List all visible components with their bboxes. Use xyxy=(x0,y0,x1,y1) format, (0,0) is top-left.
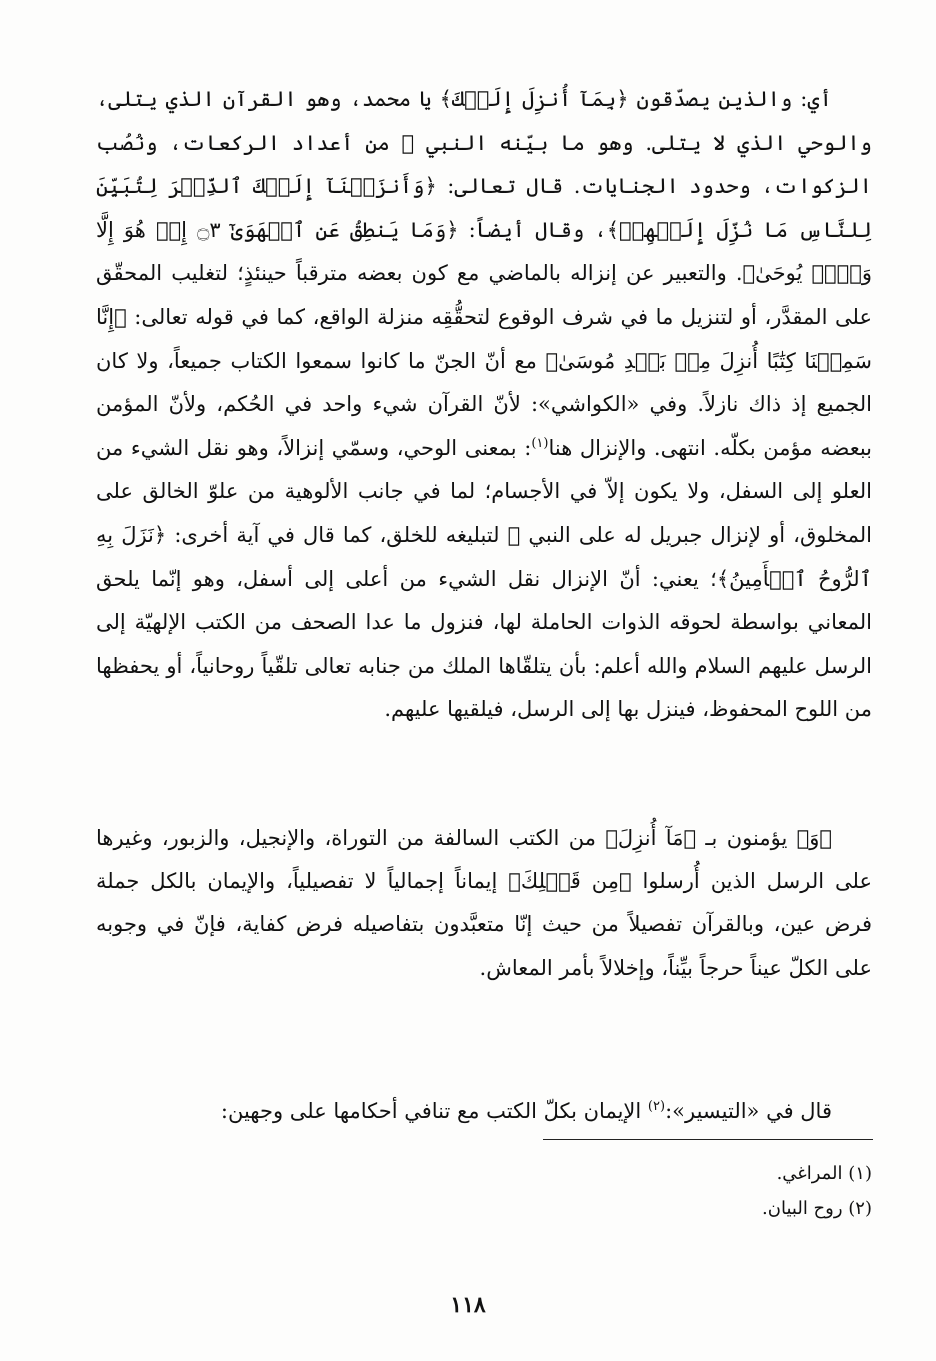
commentary-paragraph-2 xyxy=(96,817,872,990)
footnote-separator xyxy=(543,1139,873,1140)
paragraph-1-continuation: : بمعنى الوحي، وسمّي إنزالاً، وهو نقل الشيء من العلو إلى السفل، ولا يكون إلاّ في الأجسام؛ لما في جانب الألوهية من علوّ الخالق على المخلوق، أو لإنزال جبريل له على النبي ﷺ لتبليغه للخلق، كما قال في آية أخرى: ﴿نَزَلَ بِهِ ٱلرُّوحُ ٱلۡأَمِينُ﴾؛ يعني: أنّ الإنزال نقل الشيء من أعلى إلى أسفل، وهو إنّما يلحق المعاني بواسطة لحوقه الذوات الحاملة لها، فنزول ما عدا الصحف من الكتب الإلهيّة إلى الرسل عليهم السلام والله أعلم: بأن يتلقّاها الملك من جنابه تعالى تلقّياً روحانياً، أو يحفظها من اللوح المحفوظ، فينزل بها إلى الرسل، فيلقيها عليهم. xyxy=(96,435,872,722)
paragraph-3-continuation: الإيمان بكلّ الكتب مع تنافي أحكامها على وجهين: xyxy=(220,1099,648,1123)
paragraph-1-text: أي: والذين يصدّقون ﴿بِمَآ أُنزِلَ إِلَيۡكَ﴾ يا محمد، وهو القرآن الذي يتلى، والوحي الذي لا يتلى. وهو ما بيّنه النبي ﷺ من أعداد الركعات، ونُصُب الزكوات، وحدود الجنايات. قال تعالى: ﴿وَأَنزَلۡنَآ إِلَيۡكَ ٱلذِّكۡرَ لِتُبَيِّنَ لِلنَّاسِ مَا نُزِّلَ إِلَيۡهِمۡ﴾، وقال أيضاً: ﴿وَمَا يَنطِقُ عَنِ ٱلۡهَوَىٰٓ ۝٣ إِنۡ هُوَ إِلَّا وَحۡيٞ يُوحَىٰ﴾. والتعبير عن إنزاله بالماضي مع كون بعضه مترقباً حينئذٍ؛ لتغليب المحقّق على المقدَّر، أو لتنزيل ما في شرف الوقوع لتحقُّقِه منزلة الواقع، كما في قوله تعالى: ﴿إِنَّا سَمِعۡنَا كِتَٰبًا أُنزِلَ مِنۢ بَعۡدِ مُوسَىٰ﴾ مع أنّ الجنّ ما كانوا سمعوا الكتاب جميعاً، ولا كان الجميع إذ ذاك نازلاً. وفي «الكواشي»: لأنّ القرآن شيء واحد في الحُكم، ولأنّ المؤمن ببعضه مؤمن بكلّه. انتهى. والإنزال هنا xyxy=(96,87,873,460)
footnote-2: (٢) روح البيان. xyxy=(762,1198,872,1219)
page-number: ١١٨ xyxy=(450,1292,486,1318)
footnote-ref-1: (١) xyxy=(531,435,549,451)
paragraph-3-text: قال في «التيسير»: xyxy=(665,1099,832,1123)
footnote-ref-2: (٢) xyxy=(647,1099,666,1114)
commentary-paragraph-3 xyxy=(96,1090,872,1133)
paragraph-2-text: ﴿وَ﴾ يؤمنون بـ ﴿مَآ أُنزِلَ﴾ من الكتب السالفة من التوراة، والإنجيل، والزبور، وغيرها على الرسل الذين أُرسلوا ﴿مِن قَبۡلِكَ﴾ إيماناً إجمالياً لا تفصيلياً، والإيمان بالكل جملة فرض عين، وبالقرآن تفصيلاً من حيث إنّا متعبَّدون بتفاصيله فرض كفاية، فإنّ في وجوبه على الكلّ عيناً حرجاً بيِّناً، وإخلالاً بأمر المعاش. xyxy=(96,826,872,980)
footnotes xyxy=(96,1156,872,1226)
footnote-1: (١) المراغي. xyxy=(776,1163,872,1184)
commentary-paragraph-1 xyxy=(96,78,872,732)
